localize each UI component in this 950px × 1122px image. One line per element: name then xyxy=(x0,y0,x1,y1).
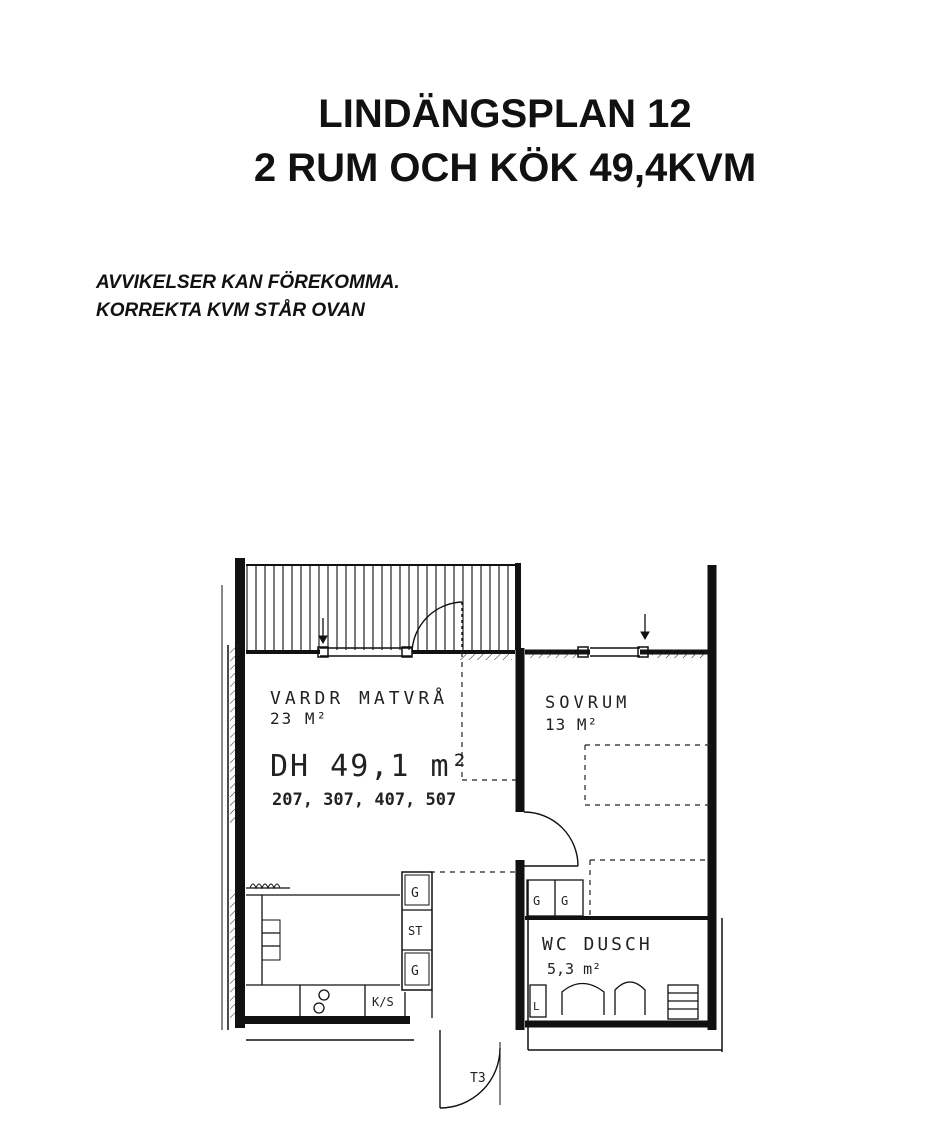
wardrobe-label-g4: G xyxy=(561,894,569,908)
page-subtitle: 2 RUM OCH KÖK 49,4KVM xyxy=(253,146,757,190)
living-room-label: VARDR MATVRÅ xyxy=(270,688,449,709)
dashed-lines xyxy=(430,652,710,915)
wall-hatch-left xyxy=(230,645,238,825)
wardrobe-label-g2: G xyxy=(411,964,419,979)
ks-label: K/S xyxy=(372,995,394,1009)
disclaimer-line-1: AVVIKELSER KAN FÖREKOMMA. xyxy=(96,272,400,293)
bedroom-area: 13 M² xyxy=(545,715,599,734)
linen-label: L xyxy=(533,1000,540,1013)
apartment-numbers: 207, 307, 407, 507 xyxy=(272,790,457,810)
entrance-door xyxy=(440,1030,500,1108)
balcony xyxy=(246,563,518,650)
bathroom-area: 5,3 m² xyxy=(547,960,602,978)
wall-hatch-bedroom-right xyxy=(652,650,708,658)
bedroom-door xyxy=(524,812,578,866)
wall-hatch-bedroom xyxy=(528,650,580,658)
living-room-area: 23 M² xyxy=(270,709,329,728)
wall-hatch-top xyxy=(460,652,512,660)
bathroom-fixtures xyxy=(530,982,698,1019)
bathroom-label: WC DUSCH xyxy=(542,934,653,955)
wardrobe-label-g1: G xyxy=(411,886,419,901)
wall-hatch-left-lower xyxy=(230,890,238,1020)
floor-plan xyxy=(0,540,950,1120)
stairwell-label: T3 xyxy=(470,1071,486,1086)
bedroom-label: SOVRUM xyxy=(545,693,631,713)
dh-label: DH 49,1 m² xyxy=(270,749,471,784)
disclaimer-line-2: KORREKTA KVM STÅR OVAN xyxy=(96,300,365,321)
wardrobe-label-g3: G xyxy=(533,894,541,908)
page-title: LINDÄNGSPLAN 12 xyxy=(318,92,692,136)
wardrobe-label-st: ST xyxy=(408,924,423,938)
